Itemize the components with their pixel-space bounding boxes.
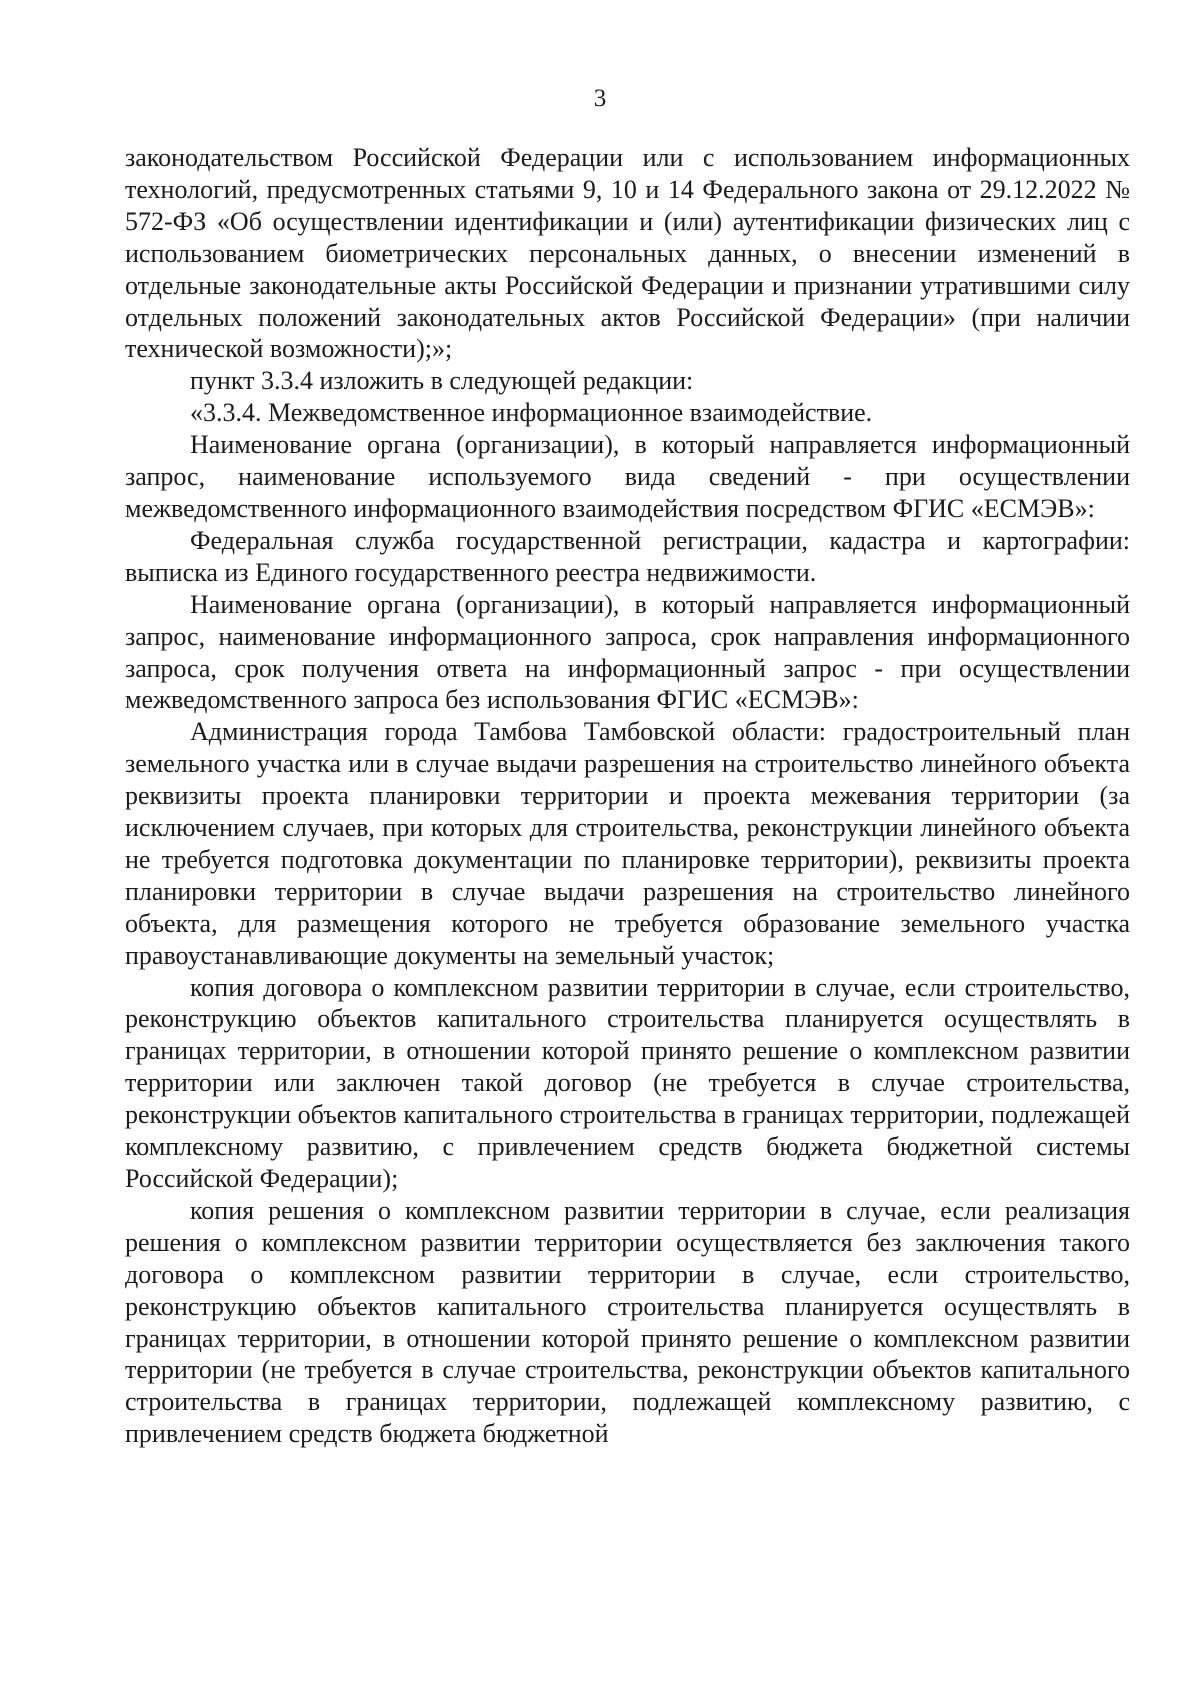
paragraph-non-esmev-request: Наименование органа (организации), в который направляется информационный запрос, наименование информационного запроса, срок направления информационного запроса, срок получения ответа на информационный запрос - при осуществлении межведомственного запроса без использования ФГИС «ЕСМЭВ»: [125, 589, 1130, 715]
paragraph-esmev-request: Наименование органа (организации), в который направляется информационный запрос, наименование используемого вида сведений - при осуществлении межведомственного информационного взаимодействия посредством ФГИС «ЕСМЭВ»: [125, 430, 1130, 523]
page-number: 3 [593, 85, 607, 112]
paragraph-law-reference: законодательством Российской Федерации или с использованием информационных технологий, предусмотренных статьями 9, 10 и 14 Федерального закона от 29.12.2022 № 572-ФЗ «Об осуществлении идентификации и (или) аутентификации физических лиц с использованием биометрических персональных данных, о внесении изменений в отдельные законодательные акты Российской Федерации и признании утратившими силу отдельных положений законодательных актов Российской Федерации» (при наличии технической возможности);»; [125, 143, 1130, 364]
paragraph-clause-heading: «3.3.4. Межведомственное информационное взаимодействие. [190, 398, 873, 428]
paragraph-city-administration: Администрация города Тамбова Тамбовской области: градостроительный план земельного участка или в случае выдачи разрешения на строительство линейного объекта реквизиты проекта планировки территории и проекта межевания территории (за исключением случаев, при которых для строительства, реконструкции линейного объекта не требуется подготовка документации по планировке территории), реквизиты проекта планировки территории в случае выдачи разрешения на строительство линейного объекта, для размещения которого не требуется образование земельного участка правоустанавливающие документы на земельный участок; [125, 717, 1130, 970]
paragraph-clause-amendment: пункт 3.3.4 изложить в следующей редакции: [190, 366, 694, 396]
paragraph-contract-copy: копия договора о комплексном развитии территории в случае, если строительство, реконструкцию объектов капитального строительства планируется осуществлять в границах территории, в отношении которой принято решение о комплексном развитии территории или заключен такой договор (не требуется в случае строительства, реконструкции объектов капитального строительства в границах территории, подлежащей комплексному развитию, с привлечением средств бюджета бюджетной системы Российской Федерации); [125, 972, 1130, 1193]
paragraph-rosreestr: Федеральная служба государственной регистрации, кадастра и картографии: выписка из Единого государственного реестра недвижимости. [125, 525, 1130, 587]
document-body [125, 142, 1130, 1450]
paragraph-decision-copy: копия решения о комплексном развитии территории в случае, если реализация решения о комплексном развитии территории осуществляется без заключения такого договора о комплексном развитии территории в случае, если строительство, реконструкцию объектов капитального строительства планируется осуществлять в границах территории, в отношении которой принято решение о комплексном развитии территории (не требуется в случае строительства, реконструкции объектов капитального строительства в границах территории, подлежащей комплексному развитию, с привлечением средств бюджета бюджетной [125, 1195, 1130, 1449]
